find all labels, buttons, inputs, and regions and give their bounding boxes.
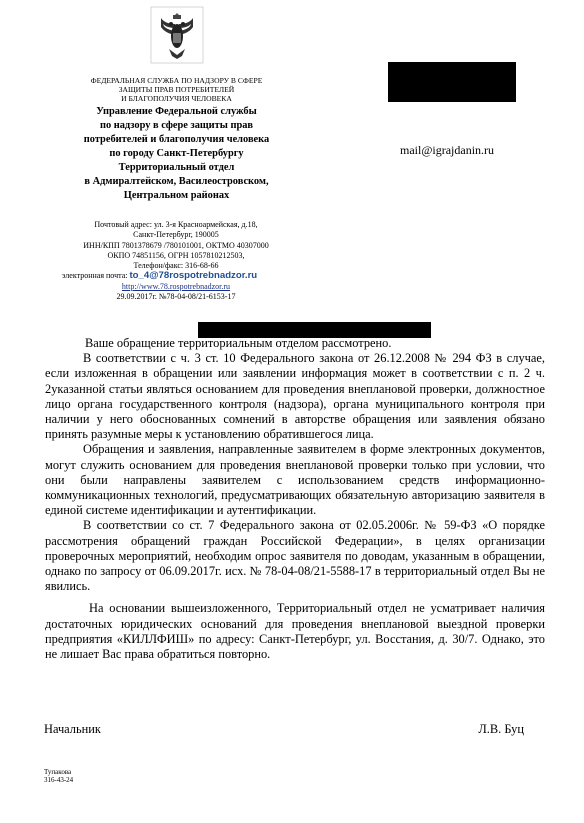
department-line: Центральном районах: [123, 190, 230, 201]
department-line: по городу Санкт-Петербургу: [109, 148, 244, 159]
department-line: Территориальный отдел: [118, 162, 235, 173]
signatory-name: Л.В. Буц: [478, 722, 524, 736]
agency-contacts: [56, 220, 296, 302]
email-label: электронная почта:: [62, 271, 128, 281]
agency-line: И БЛАГОПОЛУЧИЯ ЧЕЛОВЕКА: [121, 94, 232, 103]
body-paragraph: В соответствии с ч. 3 ст. 10 Федерального закона от 26.12.2008 № 294 ФЗ в случае, если изложенная в обращении или заявлении информация может в соответствии с п. 2 ч. 2указанной статьи являться основанием для проведения внеплановой проверки, должностное лицо органа государственного контроля (надзора), органа муниципального контроля при наличии у него обоснованных сомнений в авторстве обращения или заявления обязано принять разумные меры к установлению обратившегося лица.: [45, 351, 545, 442]
address-line: Телефон/факс: 316-68-66: [133, 261, 219, 271]
body-paragraph: На основании вышеизложенного, Территориальный отдел не усматривает наличия достаточных юридических оснований для проведения внеплановой выездной проверки предприятия «КИЛЛФИШ» по адресу: Санкт-Петербург, ул. Восстания, д. 30/7. Однако, это не лишает Вас права обратиться повторно.: [45, 601, 545, 662]
executor-info: [44, 768, 73, 784]
body-paragraph: Обращения и заявления, направленные заявителем в форме электронных документов, могут служить основанием для проведения внеплановой проверки только при условии, что они были направлены заявителем с использованием средств информационно-коммуникационных технологий, предусматривающих обязательную авторизацию заявителя в единой системе идентификации и аутентификации.: [45, 442, 545, 518]
department-line: в Адмиралтейском, Василеостровском,: [84, 176, 269, 187]
executor-phone: 316-43-24: [44, 776, 74, 784]
executor-name: Тупакова: [44, 768, 72, 776]
coat-of-arms-icon: [150, 6, 204, 64]
address-line: ИНН/КПП 7801378679 /780101001, ОКТМО 40307000: [83, 240, 269, 250]
body-paragraph: Ваше обращение территориальным отделом рассмотрено.: [85, 336, 392, 350]
address-line: ОКПО 74851156, ОГРН 1057810212503,: [107, 250, 245, 260]
department-line: по надзору в сфере защиты прав: [99, 120, 254, 131]
redacted-addressee: [388, 62, 516, 102]
agency-name: [44, 76, 309, 103]
agency-email-link[interactable]: to_4@78rospotrebnadzor.ru: [129, 270, 258, 282]
signatory-position: Начальник: [44, 722, 101, 736]
website-link[interactable]: http://www.78.rospotrebnadzor.ru: [121, 281, 231, 291]
document-reference: 29.09.2017г. №78-04-08/21-6153-17: [116, 292, 236, 302]
recipient-email: mail@igrajdanin.ru: [400, 143, 495, 157]
email-row: [56, 271, 296, 281]
address-line: Санкт-Петербург, 190005: [133, 230, 219, 240]
letter-body: [45, 336, 545, 662]
department-line: Управление Федеральной службы: [96, 106, 257, 117]
body-paragraph: В соответствии со ст. 7 Федерального закона от 02.05.2006г. № 59-ФЗ «О порядке рассмотрения обращений граждан Российской Федерации», в целях организации проверочных мероприятий, необходим опрос заявителя по доводам, указанным в обращении, однако по запросу от 06.09.2017г. исх. № 78-04-08/21-5588-17 в территориальный отдел Вы не явились.: [45, 518, 545, 594]
agency-line: ФЕДЕРАЛЬНАЯ СЛУЖБА ПО НАДЗОРУ В СФЕРЕ: [90, 76, 263, 85]
department-name: [44, 105, 309, 203]
department-line: потребителей и благополучия человека: [83, 134, 270, 145]
address-line: Почтовый адрес: ул. 3-я Красноармейская, д.18,: [94, 220, 258, 229]
signature-block: [44, 722, 524, 737]
agency-line: ЗАЩИТЫ ПРАВ ПОТРЕБИТЕЛЕЙ: [118, 85, 235, 94]
